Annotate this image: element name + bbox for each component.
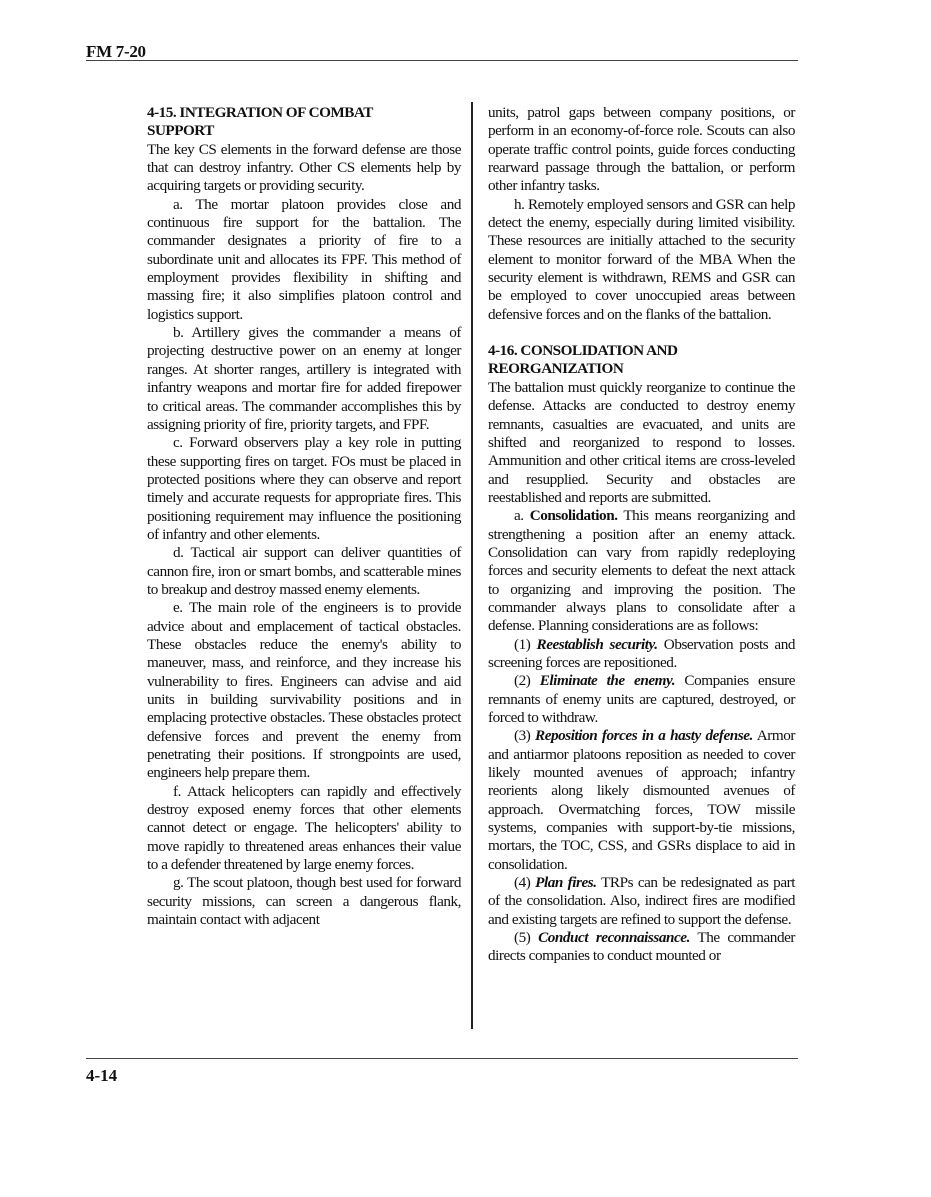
item-number: (3)	[514, 727, 531, 745]
paragraph-label: a.	[514, 507, 524, 525]
paragraph-g-continuation: units, patrol gaps between company positions, or perform in an economy-of-force role. Scouts can also operate traffic control points, guide forces conducting rearward passage through the battalion, or perform other infantry tasks.	[488, 104, 795, 195]
header-rule	[86, 60, 798, 61]
item-lead: Eliminate the enemy.	[539, 672, 676, 690]
item-number: (1)	[514, 635, 531, 653]
paragraph-a-consolidation	[488, 507, 795, 635]
list-item-4	[488, 874, 795, 929]
footer-rule	[86, 1058, 798, 1059]
item-lead: Reposition forces in a hasty defense.	[535, 727, 753, 745]
item-text: Armor and antiarmor platoons reposition as needed to cover likely mounted avenues of approach; infantry reorients along likely dismounted avenues of approach. Overmatching forces, TOW missile systems, companies with support-by-tie missions, mortars, the TOC, CSS, and GSRs displace to aid in consolidation.	[488, 727, 795, 873]
item-lead: Conduct reconnaissance.	[538, 929, 690, 947]
paragraph-a: a. The mortar platoon provides close and continuous fire support for the battalion. The commander designates a priority of fire to a subordinate unit and allocates its FPF. This method of employment provides flexibility in shifting and massing fire; it also simplifies platoon control and logistics support.	[147, 195, 461, 323]
paragraph-b: b. Artillery gives the commander a means of projecting destructive power on an enemy at longer ranges. At shorter ranges, artillery is integrated with infantry weapons and mortar fire for added firepower to critical areas. The commander accomplishes this by assigning priority of fire, priority targets, and FPF.	[147, 324, 461, 433]
item-text: TRPs can be redesignated as part of the consolidation. Also, indirect fires are modified and existing targets are refined to support the defense.	[488, 874, 795, 928]
section-intro: The key CS elements in the forward defense are those that can destroy infantry. Other CS elements help by acquiring targets or providing security.	[147, 140, 461, 195]
item-number: (4)	[514, 874, 531, 892]
paragraph-h: h. Remotely employed sensors and GSR can help detect the enemy, especially during limited visibility. These resources are initially attached to the security element to monitor forward of the MBA When the security element is withdrawn, REMS and GSR can be employed to cover unoccupied areas between defensive forces and on the flanks of the battalion.	[488, 195, 795, 323]
paragraph-text: This means reorganizing and strengthening a position after an enemy attack. Consolidation can vary from rapidly redeploying forces and security elements to defeat the next attack to organizing and improving the position. The commander always plans to consolidate after a defense. Planning considerations are as follows:	[488, 507, 795, 635]
item-number: (5)	[514, 929, 531, 947]
heading-line-1: 4-15. INTEGRATION OF COMBAT	[147, 104, 373, 121]
item-number: (2)	[514, 672, 531, 690]
heading-line-2: SUPPORT	[147, 122, 214, 140]
list-item-5	[488, 929, 795, 966]
item-text: The commander directs companies to conduct mounted or	[488, 929, 795, 965]
heading-line-2: REORGANIZATION	[488, 360, 624, 378]
section-heading-4-16	[488, 342, 795, 379]
left-column	[147, 104, 461, 929]
column-divider	[471, 102, 473, 1029]
list-item-3	[488, 727, 795, 874]
item-text: Companies ensure remnants of enemy units are captured, destroyed, or forced to withdraw.	[488, 672, 795, 726]
item-lead: Plan fires.	[535, 874, 597, 892]
paragraph-c: c. Forward observers play a key role in putting these supporting fires on target. FOs must be placed in protected positions where they can observe and report timely and accurate requests for appropriate fires. This positioning requirement may influence the positioning of infantry and other elements.	[147, 434, 461, 543]
page-number: 4-14	[86, 1066, 118, 1085]
paragraph-d: d. Tactical air support can deliver quantities of cannon fire, iron or smart bombs, and scatterable mines to breakup and destroy massed enemy elements.	[147, 544, 461, 598]
heading-line-1: 4-16. CONSOLIDATION AND	[488, 342, 678, 360]
paragraph-e: e. The main role of the engineers is to provide advice about and emplacement of tactical obstacles. These obstacles reduce the enemy's ability to maneuver, mass, and reinforce, and they increase his vulnerability to fires. Engineers can advise and aid units in building survivability positions and in emplacing protective obstacles. These obstacles protect defensive forces and prevent the enemy from penetrating their positions. If strongpoints are used, engineers help prepare them.	[147, 599, 461, 782]
item-lead: Reestablish security.	[536, 635, 658, 653]
list-item-2	[488, 672, 795, 727]
right-column	[488, 104, 795, 966]
list-item-1	[488, 636, 795, 673]
section-intro: The battalion must quickly reorganize to continue the defense. Attacks are conducted to destroy enemy remnants, casualties are evacuated, and units are shifted and reorganized to respond to losses. Ammunition and other critical items are cross-leveled and resupplied. Security and obstacles are reestablished and reports are submitted.	[488, 378, 795, 506]
paragraph-lead: Consolidation.	[529, 507, 618, 525]
section-heading-4-15	[147, 104, 461, 141]
paragraph-g: g. The scout platoon, though best used for forward security missions, can screen a dangerous flank, maintain contact with adjacent	[147, 874, 461, 929]
paragraph-f: f. Attack helicopters can rapidly and effectively destroy exposed enemy forces that other elements cannot detect or engage. The helicopters' ability to move rapidly to threatened areas enhances their value to a defender threatened by large enemy forces.	[147, 782, 461, 874]
document-id: FM 7-20	[86, 42, 146, 61]
item-text: Observation posts and screening forces are repositioned.	[488, 635, 795, 671]
